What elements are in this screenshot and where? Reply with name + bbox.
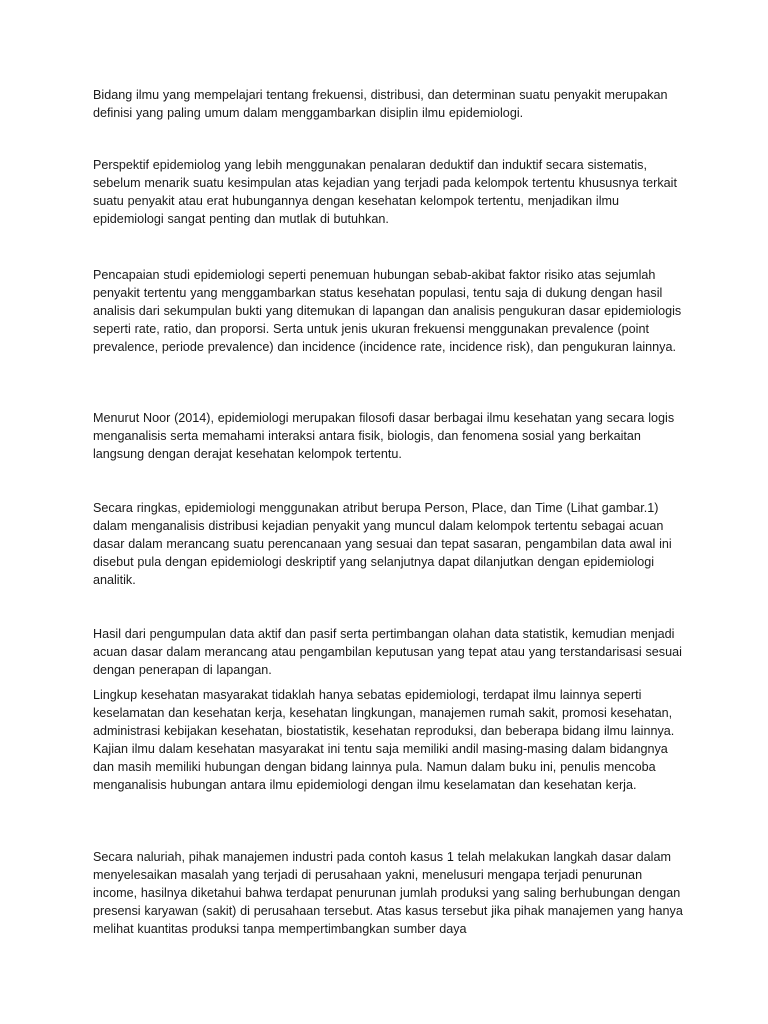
paragraph-data-collection: Hasil dari pengumpulan data aktif dan pasif serta pertimbangan olahan data statistik, kemudian menjadi acuan dasar dalam merancang atau pengambilan keputusan yang tepat atau yang terstandarisasi sesuai dengan penerapan di lapangan.	[93, 627, 682, 678]
paragraph-epidemiology-achievements: Pencapaian studi epidemiologi seperti penemuan hubungan sebab-akibat faktor risiko atas sejumlah penyakit tertentu yang menggambarkan status kesehatan populasi, tentu saja di dukung dengan hasil analisis dari sekumpulan bukti yang ditemukan di lapangan dan analisis pengukuran dasar epidemiologis seperti rate, ratio, dan proporsi. Serta untuk jenis ukuran frekuensi menggunakan prevalence (point prevalence, periode prevalence) dan incidence (incidence rate, incidence risk), dan pengukuran lainnya.	[93, 268, 682, 355]
paragraph-case-study: Secara naluriah, pihak manajemen industri pada contoh kasus 1 telah melakukan langkah dasar dalam menyelesaikan masalah yang terjadi di perusahaan yakni, menelusuri mengapa terjadi penurunan income, hasilnya diketahui bahwa terdapat penurunan jumlah produksi yang saling berhubungan dengan presensi karyawan (sakit) di perusahaan tersebut. Atas kasus tersebut jika pihak manajemen yang hanya melihat kuantitas produksi tanpa mempertimbangkan sumber daya	[93, 850, 683, 937]
paragraph-epidemiology-perspective: Perspektif epidemiolog yang lebih menggunakan penalaran deduktif dan induktif secara sistematis, sebelum menarik suatu kesimpulan atas kejadian yang terjadi pada kelompok tertentu khususnya terkait suatu penyakit atau erat hubungannya dengan kesehatan kelompok tertentu, menjadikan ilmu epidemiologi sangat penting dan mutlak di butuhkan.	[93, 158, 677, 227]
paragraph-person-place-time: Secara ringkas, epidemiologi menggunakan atribut berupa Person, Place, dan Time (Lihat gambar.1) dalam menganalisis distribusi kejadian penyakit yang muncul dalam kelompok tertentu sebagai acuan dasar dalam merancang suatu perencanaan yang sesuai dan tepat sasaran, pengambilan data awal ini disebut pula dengan epidemiologi deskriptif yang selanjutnya dapat dilanjutkan dengan epidemiologi analitik.	[93, 501, 672, 588]
paragraph-epidemiology-definition: Bidang ilmu yang mempelajari tentang frekuensi, distribusi, dan determinan suatu penyakit merupakan definisi yang paling umum dalam menggambarkan disiplin ilmu epidemiologi.	[93, 88, 668, 121]
paragraph-noor-2014: Menurut Noor (2014), epidemiologi merupakan filosofi dasar berbagai ilmu kesehatan yang secara logis menganalisis serta memahami interaksi antara fisik, biologis, dan fenomena sosial yang berkaitan langsung dengan derajat kesehatan kelompok tertentu.	[93, 411, 675, 462]
paragraph-public-health-scope: Lingkup kesehatan masyarakat tidaklah hanya sebatas epidemiologi, terdapat ilmu lainnya seperti keselamatan dan kesehatan kerja, kesehatan lingkungan, manajemen rumah sakit, promosi kesehatan, administrasi kebijakan kesehatan, biostatistik, kesehatan reproduksi, dan beberapa bidang ilmu lainnya. Kajian ilmu dalam kesehatan masyarakat ini tentu saja memiliki andil masing-masing dalam bidangnya dan masih memiliki hubungan dengan bidang lainnya pula. Namun dalam buku ini, penulis mencoba menganalisis hubungan antara ilmu epidemiologi dengan ilmu keselamatan dan kesehatan kerja.	[93, 688, 675, 793]
